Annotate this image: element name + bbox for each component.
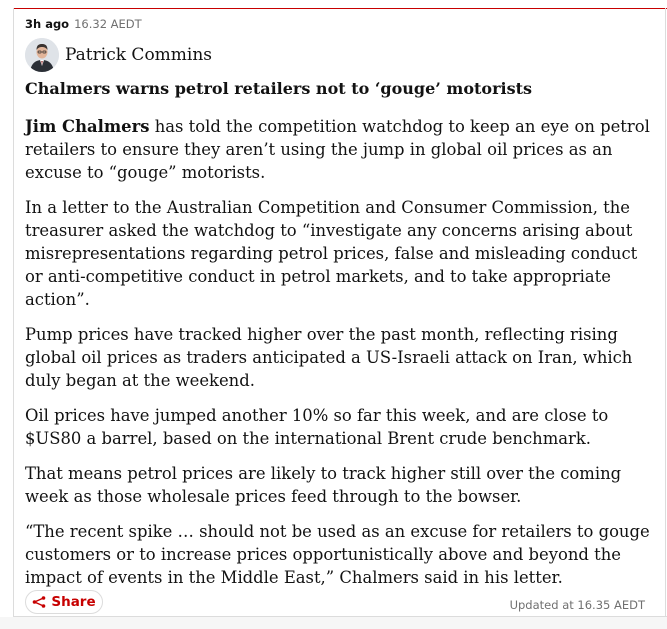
share-label: Share (51, 594, 96, 610)
author-byline (25, 38, 212, 72)
paragraph-1 (25, 115, 650, 184)
time-ago: 3h ago (25, 17, 70, 31)
updated-timestamp: Updated at 16.35 AEDT (509, 598, 645, 612)
paragraph-3: Pump prices have tracked higher over the past month, reflecting rising global oil prices as traders anticipated a US-Israeli attack on Iran, which duly began at the weekend. (25, 325, 633, 390)
page-background-strip (0, 617, 667, 629)
post-headline: Chalmers warns petrol retailers not to ‘gouge’ motorists (25, 79, 532, 98)
author-avatar (25, 38, 59, 72)
paragraph-1-text: has told the competition watchdog to keep an eye on petrol retailers to ensure they aren’t using the jump in global oil prices as an excuse to “gouge” motorists. (25, 117, 650, 182)
card-right-border (665, 8, 666, 616)
paragraph-2: In a letter to the Australian Competition and Consumer Commission, the treasurer asked the watchdog to “investigate any concerns arising about misrepresentations regarding petrol prices, false and misleading conduct or anti-competitive conduct in petrol markets, and to take appropriate action”. (25, 198, 638, 309)
post-body (25, 115, 650, 601)
post-timestamp[interactable] (25, 17, 142, 31)
top-accent-rule (13, 8, 667, 9)
author-name[interactable]: Patrick Commins (65, 45, 213, 65)
avatar-portrait-icon (25, 38, 59, 72)
paragraph-6: “The recent spike … should not be used as an excuse for retailers to gouge customers or to increase prices opportunistically above and beyond the impact of events in the Middle East,” Chalmers said in his letter. (25, 522, 650, 587)
card-left-border (13, 8, 14, 616)
share-icon (32, 596, 46, 608)
share-button[interactable] (25, 590, 103, 614)
person-name: Jim Chalmers (25, 117, 150, 136)
paragraph-5: That means petrol prices are likely to track higher still over the coming week as those wholesale prices feed through to the bowser. (25, 464, 622, 506)
time-absolute: 16.32 AEDT (74, 17, 142, 31)
paragraph-4: Oil prices have jumped another 10% so far this week, and are close to $US80 a barrel, based on the international Brent crude benchmark. (25, 406, 609, 448)
